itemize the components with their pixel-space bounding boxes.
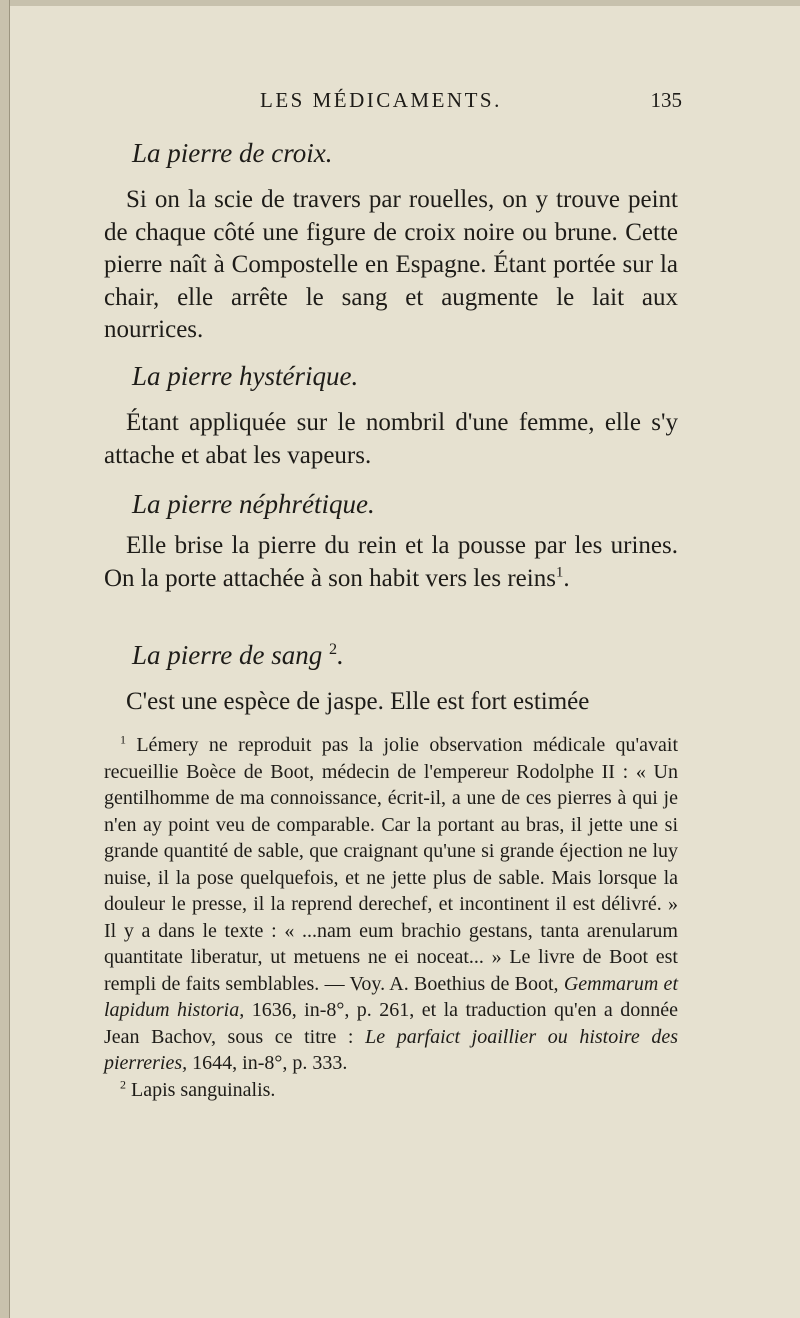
footnote-text: Lémery ne reproduit pas la jolie observation médicale qu'avait recueillie Boèce de Boot, médecin de l'empereur Rodolphe II : « Un gentilhomme de ma connoissance, écrit-il, a une de ces pierres à qui je n'en ay point veu de comparable. Car la portant au bras, il jette une si grande quantité de sable, que craignant qu'une si grande éjection ne luy nuise, il la pose quelquefois, et ne jette plus de sable. Mais lorsque la douleur le presse, il la reprend derechef, et incontinent il est délivré. » Il y a dans le texte : « ...nam eum brachio gestans, tanta arenularum quantitate liberatur, ut metuens ne ei noceat... » Le livre de Boot est rempli de faits semblables. — Voy. A. Boethius de Boot, — [104, 734, 678, 995]
footnote-reference: 2 — [329, 640, 338, 658]
footnote-text: 1636, in-8°, p. 261, et la traduction qu'en a donnée Jean Bachov, sous ce titre : — [104, 999, 679, 1048]
paragraph-text: Elle brise la pierre du rein et la pousse par les urines. On la porte attachée à son habit vers les reins — [104, 532, 678, 592]
footnote-2 — [104, 1077, 678, 1104]
section-heading: La pierre néphrétique. — [132, 489, 375, 519]
footnote-reference: 1 — [555, 564, 564, 581]
section-paragraph: C'est une espèce de jaspe. Elle est fort estimée — [126, 688, 590, 715]
section-heading: La pierre hystérique. — [132, 361, 359, 391]
section-heading: La pierre de croix. — [132, 138, 333, 168]
book-title: Gemmarum et lapidum historia, — [104, 972, 678, 1021]
heading-text: La pierre de sang — [132, 640, 323, 670]
footnotes — [104, 732, 678, 1103]
footnote-text: Lapis sanguinalis. — [131, 1078, 276, 1101]
footnote-1 — [104, 732, 678, 1077]
footnote-marker: 2 — [120, 1076, 126, 1091]
page-binding-edge — [0, 0, 10, 1318]
footnote-marker: 1 — [120, 732, 126, 747]
running-header — [104, 88, 682, 116]
book-title: Le parfaict joaillier ou histoire des pierreries, — [104, 1025, 678, 1074]
page-top-edge — [0, 0, 800, 6]
page-number: 135 — [650, 88, 682, 112]
running-title: LES MÉDICAMENTS. — [260, 88, 502, 112]
footnote-text: 1644, in-8°, p. 333. — [187, 1052, 348, 1074]
section-paragraph: Étant appliquée sur le nombril d'une femme, elle s'y attache et abat les vapeurs. — [104, 409, 678, 469]
section-heading: La pierre de sang $^2$. — [132, 640, 344, 670]
section-paragraph: Elle brise la pierre du rein et la pousse par les urines. On la porte attachée à son habit vers les reins$^1$. — [104, 532, 678, 592]
section-paragraph: Si on la scie de travers par rouelles, on y trouve peint de chaque côté une figure de croix noire ou brune. Cette pierre naît à Compostelle en Espagne. Étant portée sur la chair, elle arrête le sang et augmente le lait aux nourrices. — [104, 186, 678, 343]
